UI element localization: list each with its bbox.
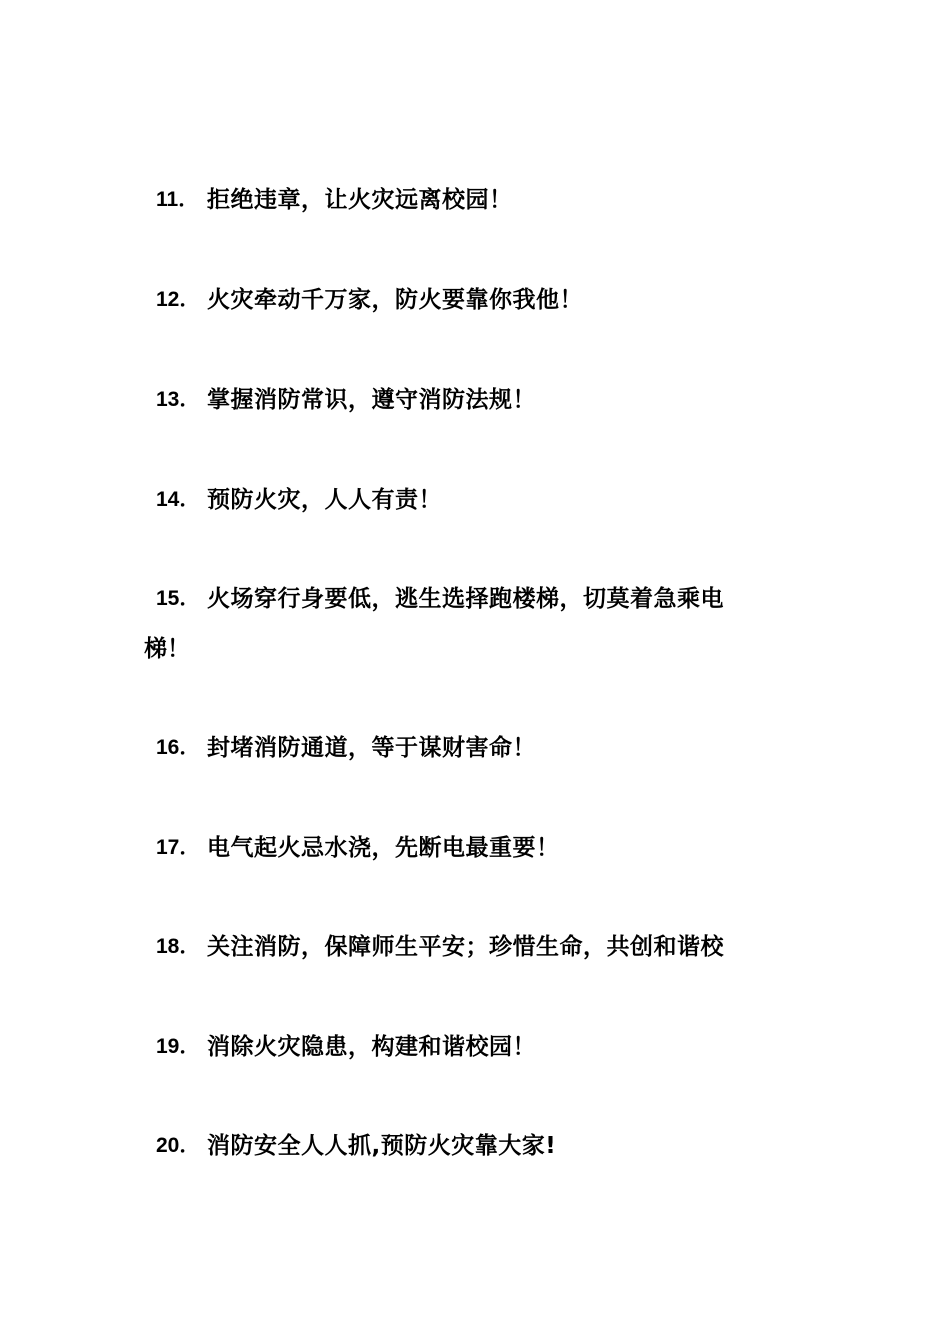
slogan-text: 消除火灾隐患，构建和谐校园！ [207, 1034, 536, 1060]
slogan-text: 火场穿行身要低，逃生选择跑楼梯，切莫着急乘电 [207, 586, 724, 612]
slogan-number: 11． [156, 188, 200, 211]
slogan-text: 火灾牵动千万家，防火要靠你我他！ [207, 287, 583, 313]
slogan-text: 关注消防，保障师生平安；珍惜生命，共创和谐校 [207, 934, 724, 960]
slogan-text: 电气起火忌水浇，先断电最重要！ [207, 835, 560, 861]
slogan-number: 16． [156, 736, 201, 759]
slogan-text: 封堵消防通道，等于谋财害命！ [207, 735, 536, 761]
slogan-number: 20． [156, 1134, 201, 1157]
slogan-text: 消防安全人人抓,预防火灾靠大家! [207, 1133, 557, 1159]
slogan-number: 12． [156, 288, 201, 311]
slogan-text: 拒绝违章，让火灾远离校园！ [207, 187, 513, 213]
slogan-number: 15． [156, 587, 201, 610]
slogan-number: 14． [156, 488, 201, 511]
slogan-text-continuation: 梯！ [144, 636, 190, 662]
slogan-number: 18． [156, 935, 201, 958]
slogan-number: 13． [156, 388, 201, 411]
slogan-number: 17． [156, 836, 201, 859]
slogan-text: 预防火灾，人人有责！ [207, 487, 442, 513]
slogan-text: 掌握消防常识，遵守消防法规！ [207, 387, 536, 413]
slogan-number: 19． [156, 1035, 201, 1058]
